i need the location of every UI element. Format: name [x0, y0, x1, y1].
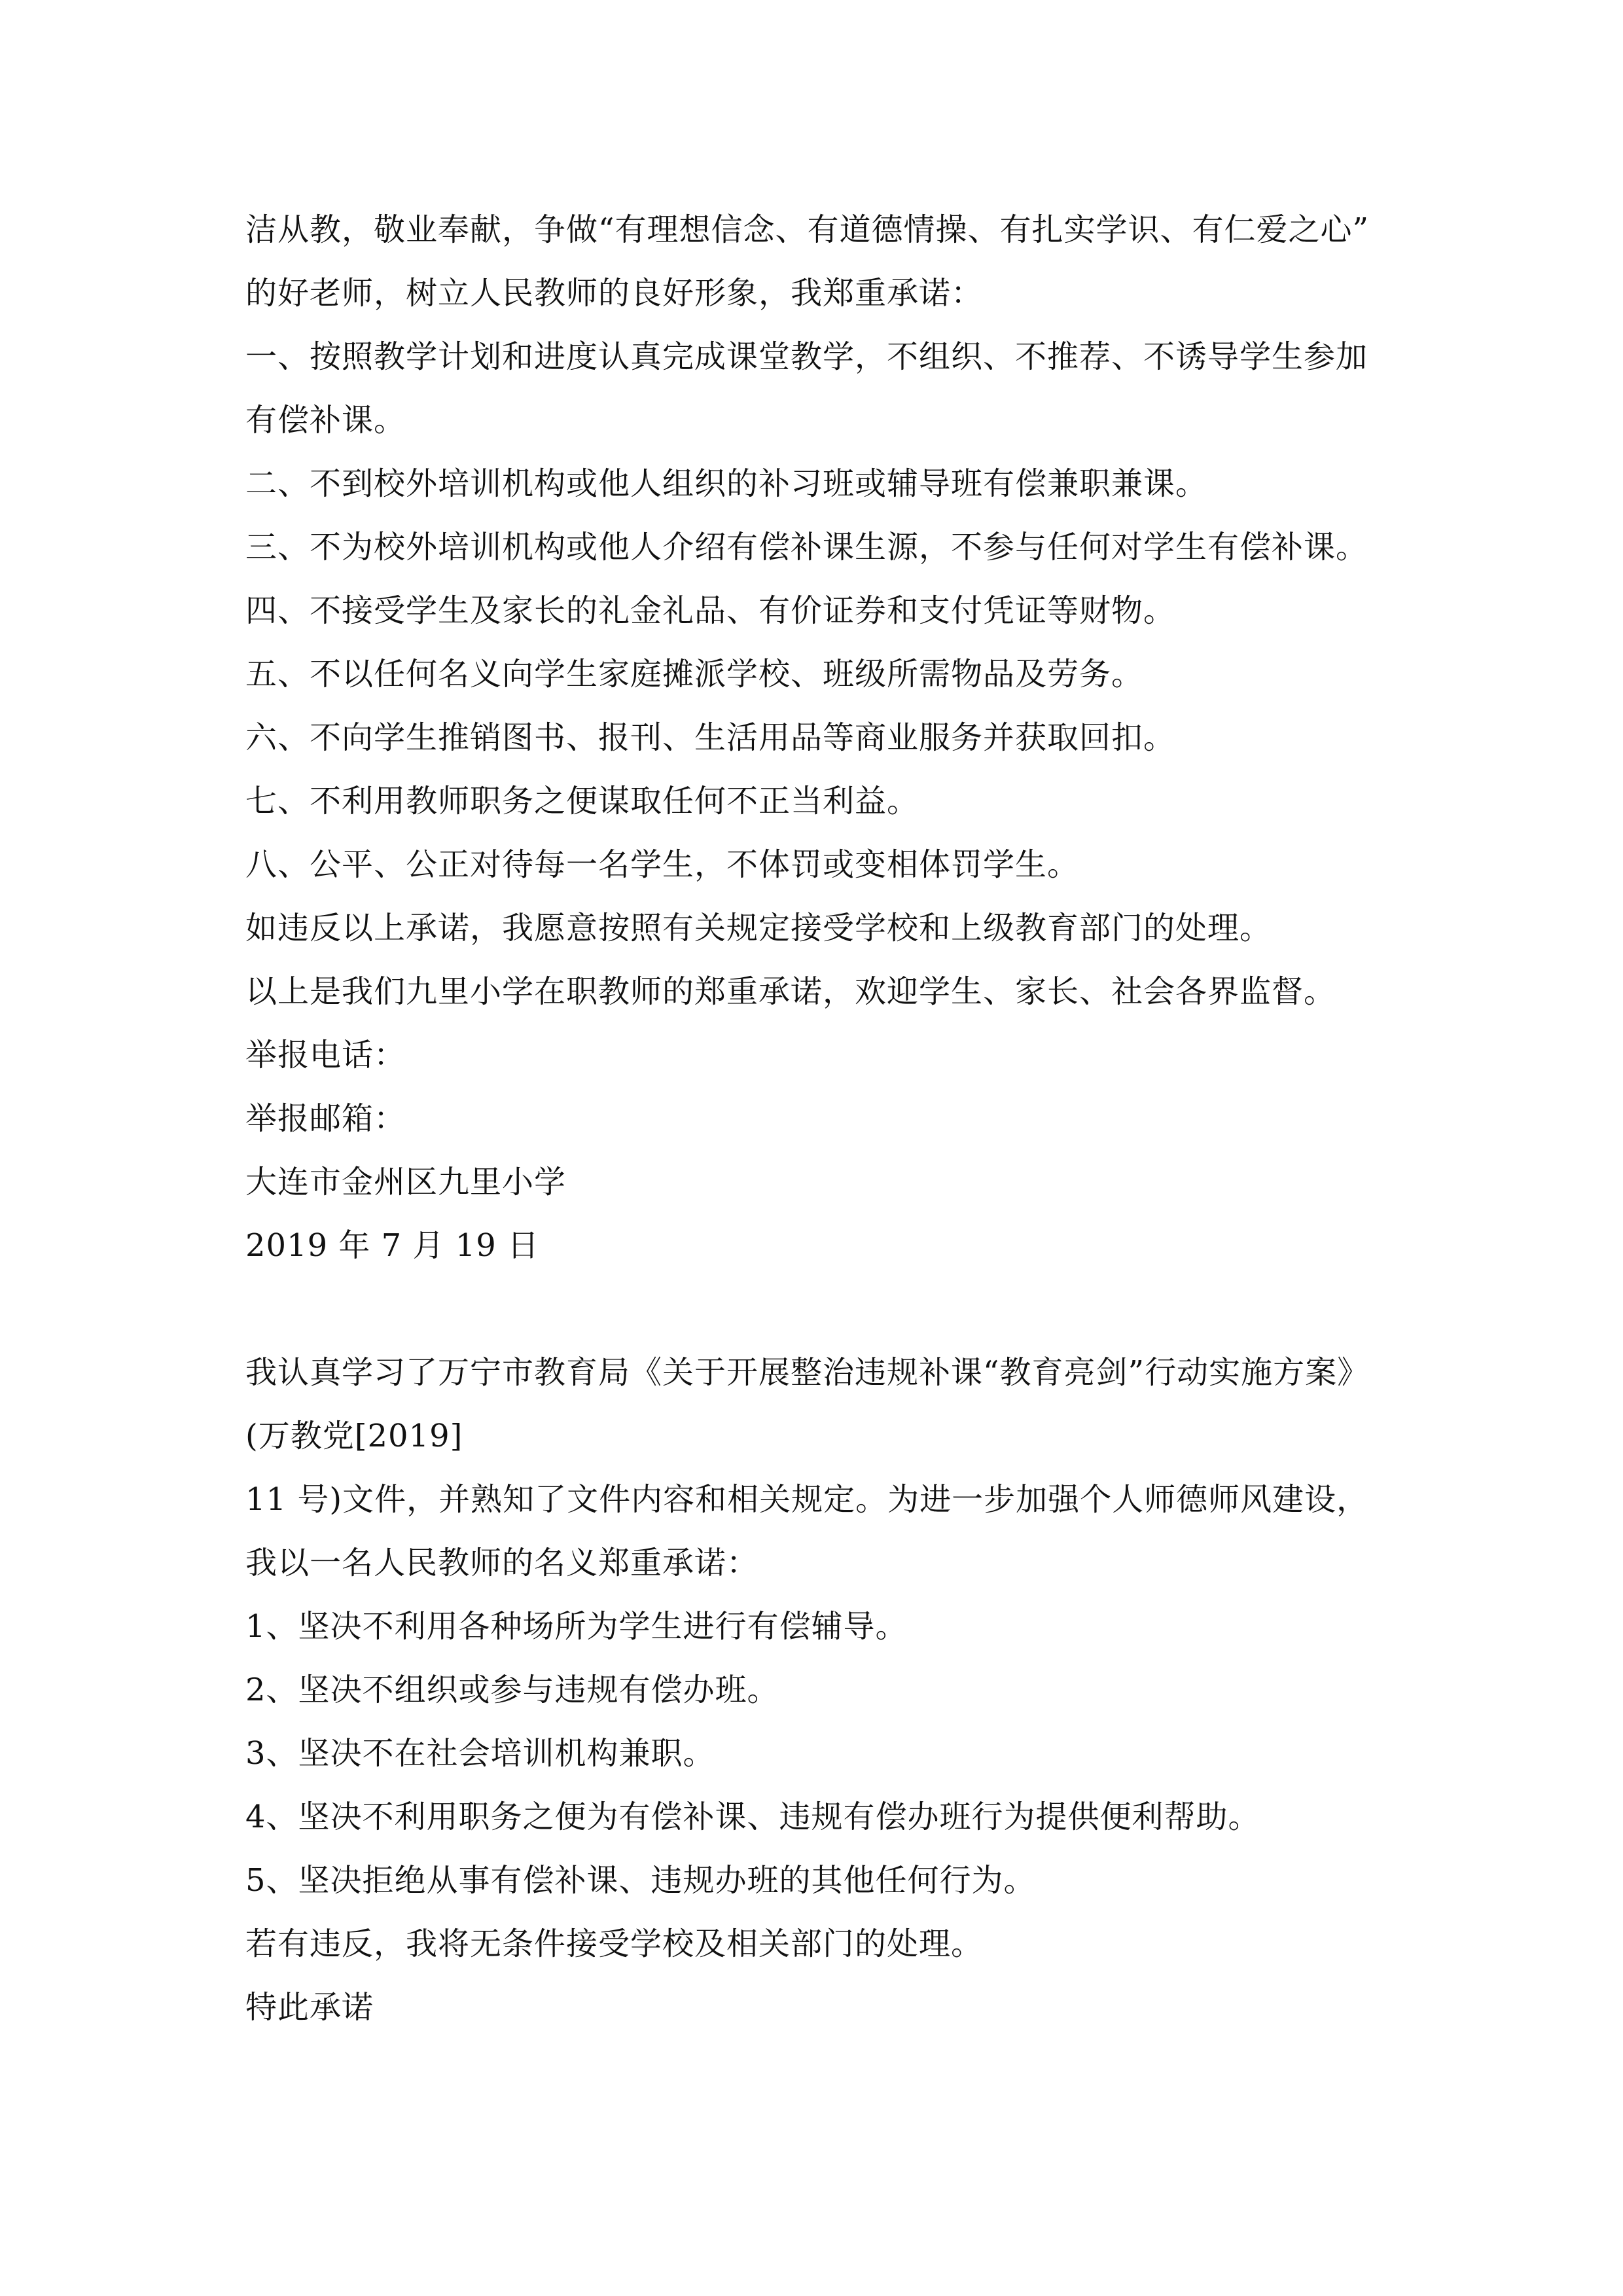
text-line: 七、不利用教师职务之便谋取任何不正当利益。	[245, 783, 919, 819]
text-line: 以上是我们九里小学在职教师的郑重承诺，欢迎学生、家长、社会各界监督。	[245, 973, 1336, 1010]
text-line: (万教党[2019]	[245, 1418, 463, 1454]
text-line: 举报电话：	[245, 1037, 406, 1073]
text-line: 三、不为校外培训机构或他人介绍有偿补课生源，不参与任何对学生有偿补课。	[245, 529, 1368, 565]
date-line: 2019 年 7 月 19 日	[245, 1227, 540, 1264]
text-line: 一、按照教学计划和进度认真完成课堂教学，不组织、不推荐、不诱导学生参加	[245, 338, 1368, 375]
text-line: 如违反以上承诺，我愿意按照有关规定接受学校和上级教育部门的处理。	[245, 910, 1272, 946]
text-line: 我以一名人民教师的名义郑重承诺：	[245, 1545, 759, 1581]
text-line: 的好老师，树立人民教师的良好形象，我郑重承诺：	[245, 275, 984, 312]
text-line: 11 号)文件，并熟知了文件内容和相关规定。为进一步加强个人师德师风建设，	[245, 1481, 1369, 1518]
text-line: 4、坚决不利用职务之便为有偿补课、违规有偿办班行为提供便利帮助。	[245, 1799, 1260, 1835]
text-line: 五、不以任何名义向学生家庭摊派学校、班级所需物品及劳务。	[245, 656, 1144, 692]
text-line: 2、坚决不组织或参与违规有偿办班。	[245, 1672, 779, 1708]
text-line: 洁从教，敬业奉献，争做“有理想信念、有道德情操、有扎实学识、有仁爱之心”	[245, 211, 1370, 248]
text-line: 有偿补课。	[245, 402, 406, 439]
text-line: 二、不到校外培训机构或他人组织的补习班或辅导班有偿兼职兼课。	[245, 465, 1208, 502]
text-line: 四、不接受学生及家长的礼金礼品、有价证券和支付凭证等财物。	[245, 592, 1176, 629]
text-line: 八、公平、公正对待每一名学生，不体罚或变相体罚学生。	[245, 846, 1080, 883]
text-line: 若有违反，我将无条件接受学校及相关部门的处理。	[245, 1926, 984, 1962]
text-line: 大连市金州区九里小学	[245, 1164, 567, 1200]
text-line: 1、坚决不利用各种场所为学生进行有偿辅导。	[245, 1608, 908, 1645]
text-line: 举报邮箱：	[245, 1100, 406, 1137]
text-line: 特此承诺	[245, 1989, 374, 2026]
text-line: 六、不向学生推销图书、报刊、生活用品等商业服务并获取回扣。	[245, 719, 1176, 756]
text-line: 5、坚决拒绝从事有偿补课、违规办班的其他任何行为。	[245, 1862, 1036, 1899]
text-line: 3、坚决不在社会培训机构兼职。	[245, 1735, 715, 1772]
text-line: 我认真学习了万宁市教育局《关于开展整治违规补课“教育亮剑”行动实施方案》	[245, 1354, 1370, 1391]
